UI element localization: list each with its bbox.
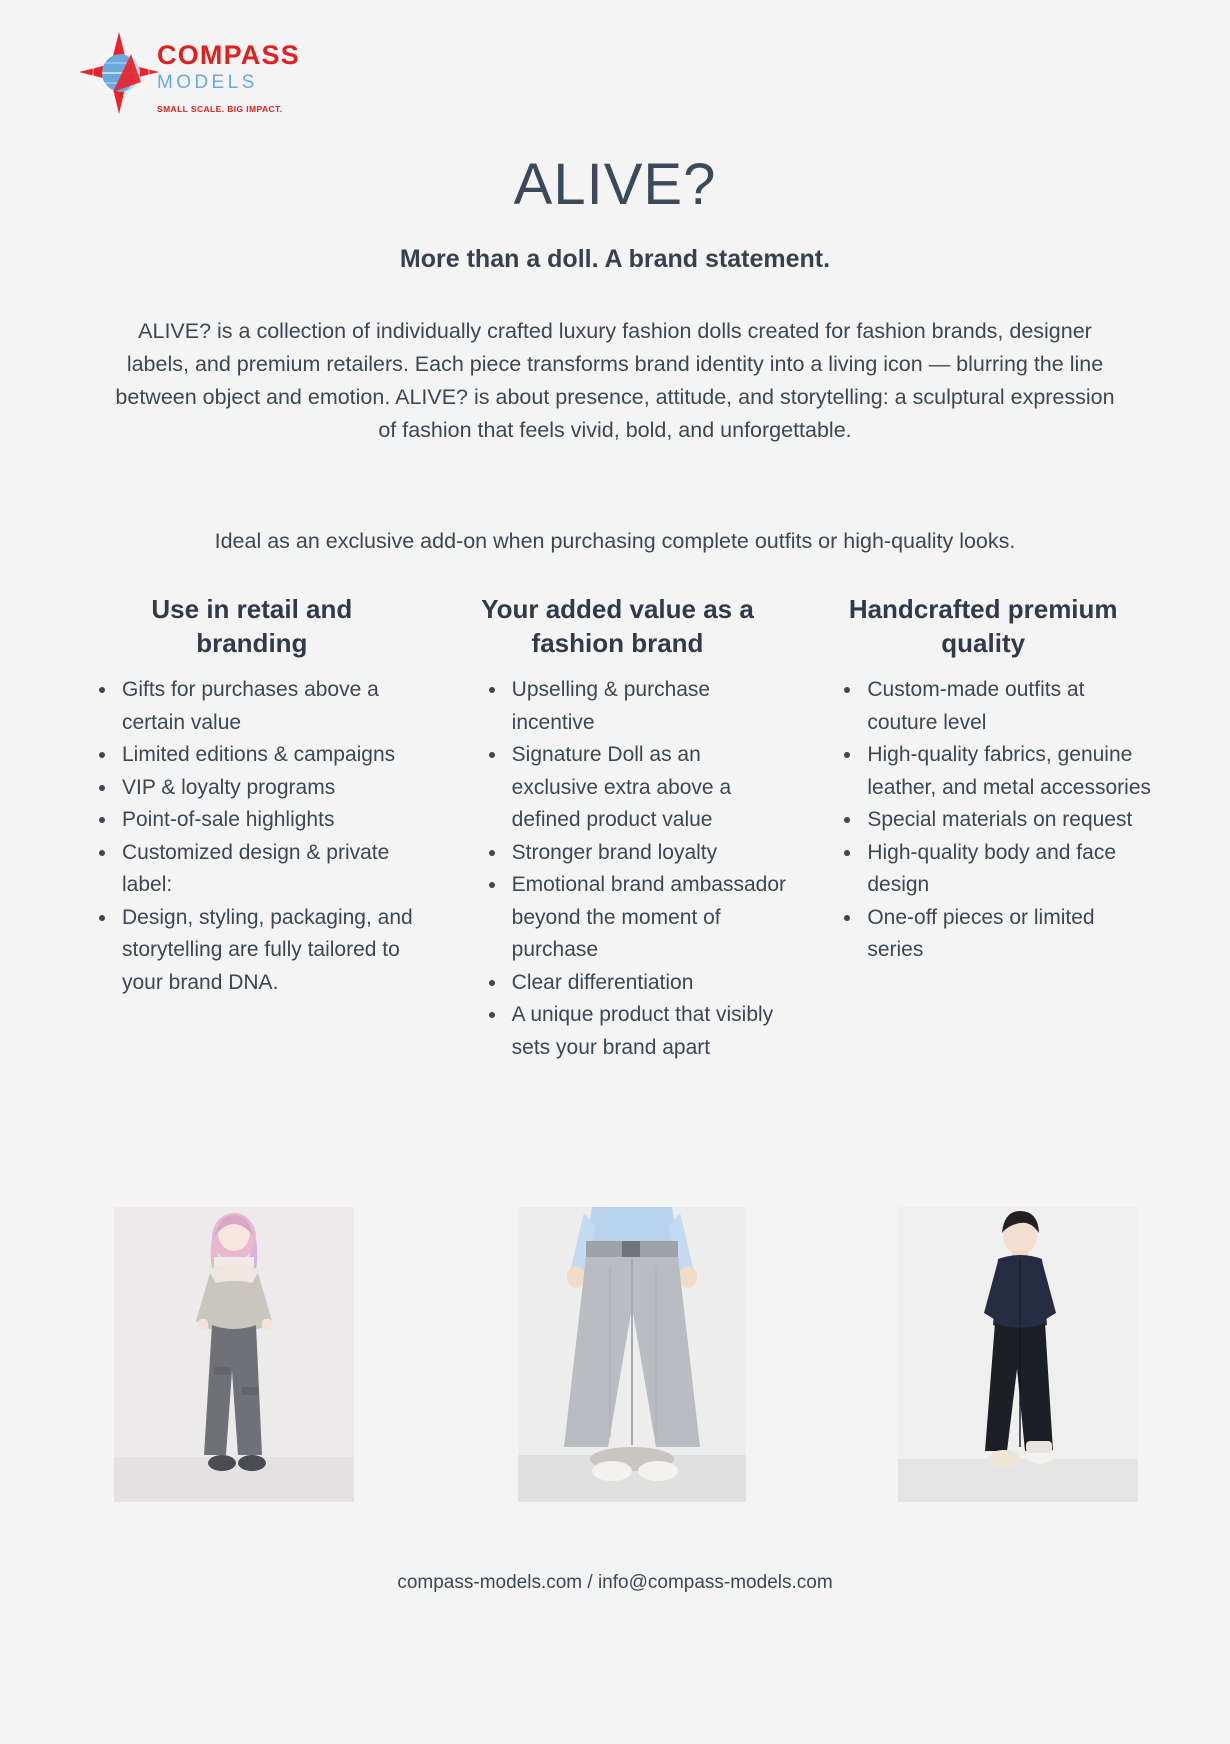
page-subtitle: More than a doll. A brand statement.	[399, 245, 831, 273]
list-item: • High-quality body and face design	[863, 837, 1155, 902]
logo-models-text: MODELS	[157, 72, 258, 93]
page-title: ALIVE?	[513, 151, 717, 217]
column-list	[80, 674, 424, 999]
list-item: • Signature Doll as an exclusive extra above a defined product value	[508, 739, 790, 837]
column-premium-quality	[811, 592, 1155, 1064]
list-item: • A unique product that visibly sets your brand apart	[508, 999, 790, 1064]
list-item: • Special materials on request	[863, 804, 1155, 837]
footer-contact[interactable]: compass-models.com / info@compass-models.com	[397, 1572, 833, 1593]
column-title: Use in retail and branding	[151, 594, 353, 658]
compass-star-icon	[75, 30, 163, 118]
list-item: • VIP & loyalty programs	[118, 772, 424, 805]
logo-compass-text: COMPASS	[157, 40, 300, 70]
intro-paragraph: ALIVE? is a collection of individually crafted luxury fashion dolls created for fashion brands, designer labels, and premium retailers. Each piece transforms brand identity into a living icon — blurring the line between object and emotion. ALIVE? is about presence, attitude, and storytelling: a sculptural expression of fashion that feels vivid, bold, and unforgettable.	[115, 319, 1115, 442]
photo-row	[0, 1207, 1230, 1502]
brand-logo	[75, 30, 335, 140]
doll-photo-navy-suit	[898, 1207, 1138, 1502]
ideal-paragraph: Ideal as an exclusive add-on when purchasing complete outfits or high-quality looks.	[214, 529, 1016, 553]
doll-photo-pink-hair-sweatshirt	[114, 1207, 354, 1502]
list-item: • One-off pieces or limited series	[863, 902, 1155, 967]
doll-photo-grey-wide-trousers	[518, 1207, 746, 1502]
column-title: Handcrafted premium quality	[848, 594, 1118, 658]
list-item: • Design, styling, packaging, and storytelling are fully tailored to your brand DNA.	[118, 902, 424, 1000]
list-item: • Point-of-sale highlights	[118, 804, 424, 837]
benefit-columns	[80, 592, 1155, 1064]
column-retail-branding	[80, 592, 424, 1064]
list-item: • Customized design & private label:	[118, 837, 424, 902]
list-item: • Emotional brand ambassador beyond the moment of purchase	[508, 869, 790, 967]
list-item: • High-quality fabrics, genuine leather, and metal accessories	[863, 739, 1155, 804]
list-item: • Stronger brand loyalty	[508, 837, 790, 870]
list-item: • Custom-made outfits at couture level	[863, 674, 1155, 739]
list-item: • Limited editions & campaigns	[118, 739, 424, 772]
logo-wordmark	[157, 42, 332, 114]
column-list	[811, 674, 1155, 967]
column-added-value	[446, 592, 790, 1064]
list-item: • Upselling & purchase incentive	[508, 674, 790, 739]
list-item: • Gifts for purchases above a certain value	[118, 674, 424, 739]
list-item: • Clear differentiation	[508, 967, 790, 1000]
column-title: Your added value as a fashion brand	[481, 594, 754, 658]
logo-tagline-text: SMALL SCALE. BIG IMPACT.	[157, 103, 283, 114]
column-list	[446, 674, 790, 1064]
